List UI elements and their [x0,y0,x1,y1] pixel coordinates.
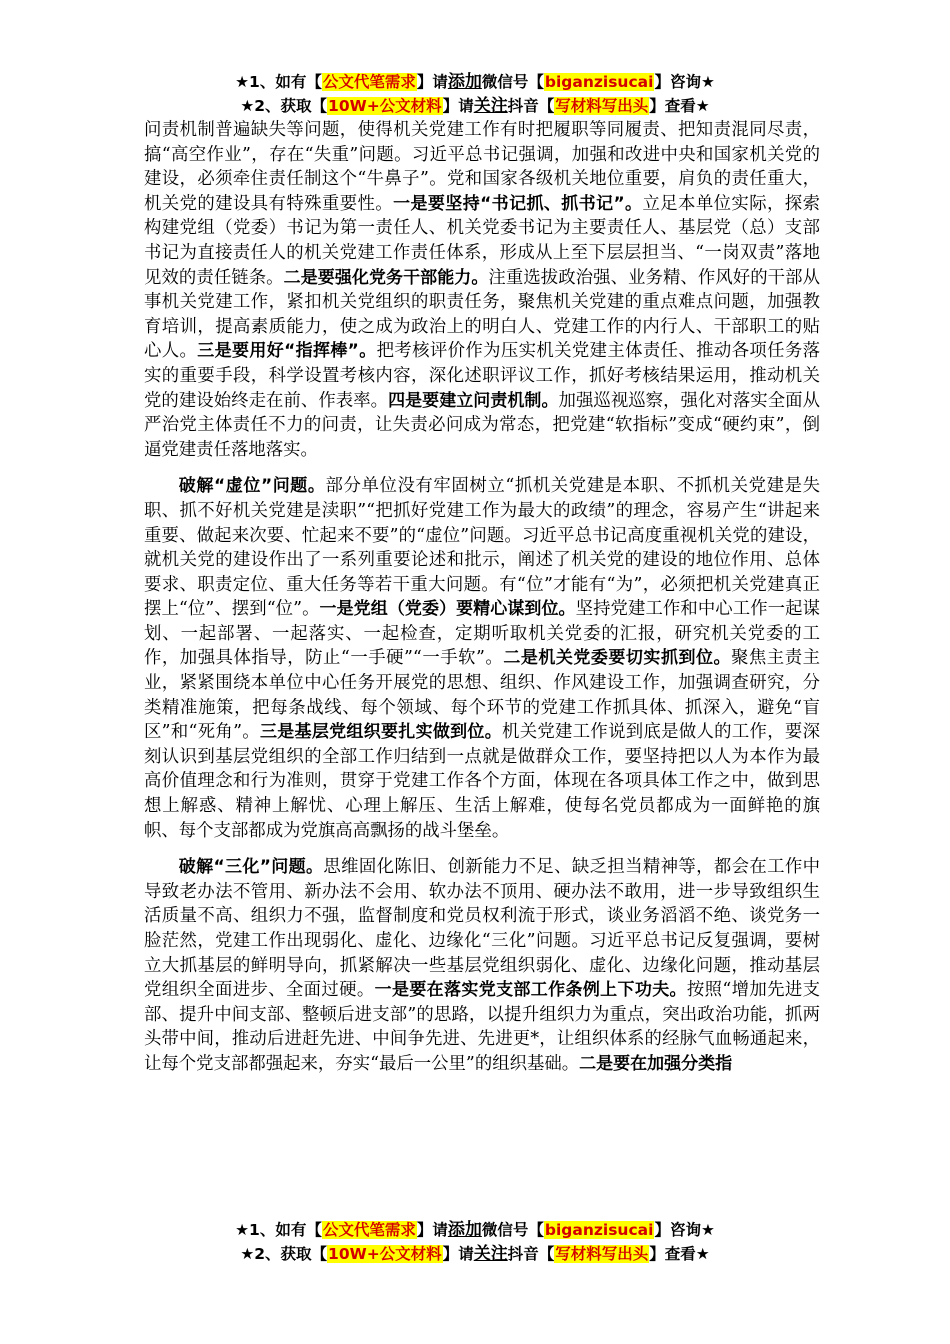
footer-ad-line-2 [0,1242,950,1266]
paragraph-xuwei [144,474,820,843]
paragraph-bold-point: 二是要强化党务干部能力。 [283,267,489,288]
paragraph-bold-point: 一是要在落实党支部工作条例上下功夫。 [374,980,687,1001]
footer-line1-suffix: 】咨询★ [654,1221,715,1239]
footer-line2-mid2: 抖音【 [507,1245,555,1263]
header-line1-highlight-wechat: biganzisucai [544,73,654,91]
paragraph-accountability [144,118,820,462]
article-body [144,118,820,1089]
header-line2-suffix: 】查看★ [649,97,710,115]
footer-line1-prefix: ★1、如有【 [235,1221,322,1239]
paragraph-text: 部分单位没有牢固树立“抓机关党建是本职、不抓机关党建是失职、抓不好机关党建是渎职”“把抓好党建工作为最大的政绩”的理念，容易产生“讲起来重要、做起来次要、忙起来不要”的“虚位”问题。习近平总书记高度重视机关党的建设，就机关党的建设作出了一系列重要论述和批示，阐述了机关党的建设的地位作用、总体要求、职责定位、重大任务等若干重大问题。有“位”才能有“为”，必须把机关党建真正摆上“位”、摆到“位”。 [144,476,820,620]
paragraph-bold-point: 一是要坚持“书记抓、抓书记”。 [393,193,643,214]
paragraph-bold-point: 一是党组（党委）要精心谋到位。 [319,599,576,620]
header-line1-mid2: 微信号【 [481,73,544,91]
header-ad-line-1 [0,70,950,94]
paragraph-sanhua [144,855,820,1076]
header-line2-underlined: 关注 [473,96,508,116]
footer-line2-prefix: ★2、获取【 [240,1245,328,1263]
footer-line2-mid1: 】请 [442,1245,474,1263]
paragraph-text: 立足本单位实际，探索构建党组（党委）书记为第一责任人、机关党委书记为主要责任人、基层党（总）支部书记为直接责任人的机关党建工作责任体系，形成从上至下层层担当、“一岗双责”落地见效的责任链条。 [144,193,820,288]
footer-line1-mid2: 微信号【 [481,1221,544,1239]
paragraph-bold-point: 二是要在加强分类指 [579,1053,733,1074]
footer-line2-highlight-materials: 10W+公文材料 [328,1245,442,1263]
footer-line2-underlined: 关注 [473,1244,508,1264]
paragraph-text: 思维固化陈旧、创新能力不足、缺乏担当精神等，都会在工作中导致老办法不管用、新办法不会用、软办法不顶用、硬办法不敢用，进一步导致组织生活质量不高、组织力不强，监督制度和党员权利流于形式，谈业务滔滔不绝、谈党务一脸茫然，党建工作出现弱化、虚化、边缘化“三化”问题。习近平总书记反复强调，要树立大抓基层的鲜明导向，抓紧解决一些基层党组织弱化、虚化、边缘化问题，推动基层党组织全面进步、全面过硬。 [144,857,820,1001]
header-line2-prefix: ★2、获取【 [240,97,328,115]
paragraph-heading: 破解“虚位”问题。 [178,476,326,497]
header-line2-highlight-materials: 10W+公文材料 [328,97,442,115]
paragraph-bold-point: 三是基层党组织要扎实做到位。 [259,722,503,743]
header-ad-line-2 [0,94,950,118]
footer-ad-line-1 [0,1218,950,1242]
header-line1-mid1: 】请 [416,73,448,91]
footer-line2-suffix: 】查看★ [649,1245,710,1263]
header-line1-highlight-service: 公文代笔需求 [322,73,416,91]
paragraph-text: 机关党建工作说到底是做人的工作，要深刻认识到基层党组织的全部工作归结到一点就是做群众工作，要坚持把以人为本作为最高价值理念和行为准则，贯穿于党建工作各个方面，体现在各项具体工作之中，做到思想上解惑、精神上解忧、心理上解压、生活上解难，使每名党员都成为一面鲜艳的旗帜、每个支部都成为党旗高高飘扬的战斗堡垒。 [144,722,820,841]
paragraph-bold-point: 三是要用好“指挥棒”。 [197,341,377,362]
paragraph-text: 坚持党建工作和中心工作一起谋划、一起部署、一起落实、一起检查，定期听取机关党委的汇报，研究机关党委的工作，加强具体指导，防止“一手硬”“一手软”。 [144,599,820,669]
header-line2-mid2: 抖音【 [507,97,555,115]
paragraph-text: 聚焦主责主业，紧紧围绕本单位中心任务开展党的思想、组织、作风建设工作，加强调查研究，分类精准施策，把每条战线、每个领域、每个环节的党建工作抓具体、抓深入，避免“盲区”和“死角”。 [144,648,820,743]
header-line1-underlined: 添加 [447,72,482,92]
paragraph-text: 问责机制普遍缺失等问题，使得机关党建工作有时把履职等同履责、把知责混同尽责，搞“高空作业”，存在“失重”问题。习近平总书记强调，加强和改进中央和国家机关党的建设，必须牵住责任制这个“牛鼻子”。党和国家各级机关地位重要，肩负的责任重大，机关党的建设具有特殊重要性。 [144,120,820,214]
footer-line1-underlined: 添加 [447,1220,482,1240]
paragraph-text: 加强巡视巡察，强化对落实全面从严治党主体责任不力的问责，让失责必问成为常态，把党建“软指标”变成“硬约束”，倒逼党建责任落地落实。 [144,390,820,460]
paragraph-text: 把考核评价作为压实机关党建主体责任、推动各项任务落实的重要手段，科学设置考核内容，深化述职评议工作，抓好考核结果运用，推动机关党的建设始终走在前、作表率。 [144,341,820,411]
paragraph-bold-point: 四是要建立问责机制。 [388,390,559,411]
paragraph-bold-point: 二是机关党委要切实抓到位。 [503,648,731,669]
footer-line1-mid1: 】请 [416,1221,448,1239]
paragraph-heading: 破解“三化”问题。 [178,857,324,878]
footer-line1-highlight-service: 公文代笔需求 [322,1221,416,1239]
footer-line2-highlight-douyin: 写材料写出头 [555,1245,649,1263]
footer-line1-highlight-wechat: biganzisucai [544,1221,654,1239]
header-line2-highlight-douyin: 写材料写出头 [555,97,649,115]
paragraph-text: 按照“增加先进支部、提升中间支部、整顿后进支部”的思路，以提升组织力为重点，突出政治功能，抓两头带中间，推动后进赶先进、中间争先进、先进更*，让组织体系的经脉气血畅通起来，让每个党支部都强起来，夯实“最后一公里”的组织基础。 [144,980,820,1074]
paragraph-text: 注重选拔政治强、业务精、作风好的干部从事机关党建工作，紧扣机关党组织的职责任务，聚焦机关党建的重点难点问题，加强教育培训，提高素质能力，使之成为政治上的明白人、党建工作的内行人、干部职工的贴心人。 [144,267,820,362]
header-line2-mid1: 】请 [442,97,474,115]
header-line1-prefix: ★1、如有【 [235,73,322,91]
header-line1-suffix: 】咨询★ [654,73,715,91]
